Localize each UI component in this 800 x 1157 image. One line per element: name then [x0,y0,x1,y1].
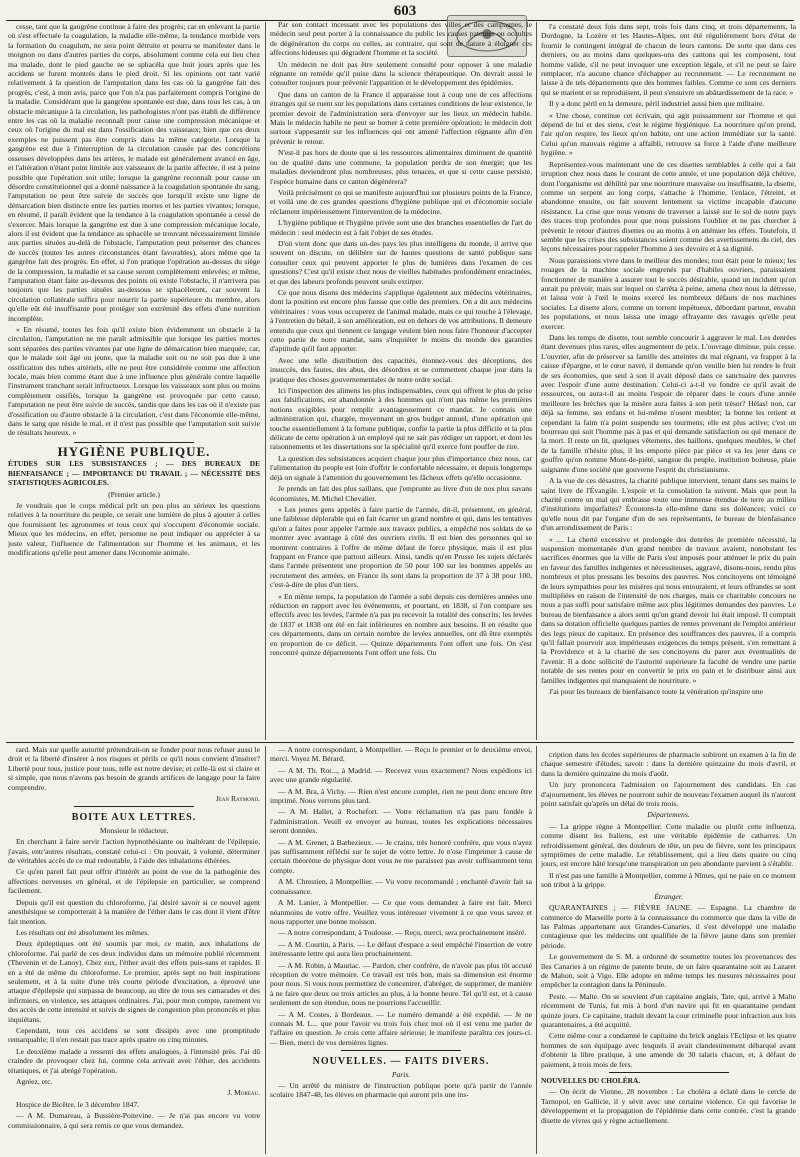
paragraph: A M. Chrestien, à Montpellier. — Vu votre recommandé ; enchanté d'avoir fait sa connaissance. [270,877,532,896]
column-6 [541,750,796,1155]
paragraph: Il y a donc péril en la demeure, péril industriel aussi bien que militaire. [549,99,765,109]
paragraph: Que dans un canton de la France il apparaisse tout à coup une de ces affections étranges qui se ruent sur les populations dans certaines conditions de leur existence, le premier devoir de l'administration sera d'envoyer sur les lieux un médecin habile. Mais le médecin habile ne peut se borner à cette première opération; le médecin doit surtout s'appesantir sur les influences qui ont amené l'affection régnante afin d'en prévenir le retour. [270,89,532,146]
paragraph: Le gouvernement de S. M. a ordonné de soumettre toutes les provenances des îles Canaries à un régime de patente brute, de un faire quarantaine soit au Lazaret de Mahon, soit à Vigo. Elle adopte en même temps les mesures nécessaires pour empêcher la contagion dans la Péninsule. [541,952,796,990]
paragraph: Ce que nous disons des médecins s'applique également aux médecins vétérinaires, dont la position est encore plus fausse que celle des premiers. On a dit aux médecins vétérinaires : vous vous occuperez de l'animal malade, mais ce qui touche à l'élevage, à l'entretien du bétail, à son amélioration, est en dehors de vos attributions. Il demeure entendu que ceux qui tiennent ce langage veulent bien nous faire l'honneur d'accepter cette partie de notre mandat, sans s'inquiéter le moins du monde des garanties d'aptitude qu'il faut apporter. [270,287,532,354]
paragraph: Cette même cour a condamné le capitaine du brick anglais l'Eclipse et les quatre hommes de son équipage avec lesquels il avait clandestinement débarqué avant d'obtenir la libre pratique, à une amende de 30 talaris chacun, et, à défaut de paiement, à trois mois de fers. [541,1031,796,1069]
paragraph: Ici l'inspection des alimens les plus indispensables, ceux qui offrent le plus de prise aux falsifications, est abandonnée à des hommes qui n'ont pas même les premières notions exigibles pour remplir avantageusement ce mandat. Je connais une administration qui, chargée, moyennant un gros budget annuel, d'une opération qui touche essentiellement à la fortune publique, confie la partie la plus difficile et la plus délicate de cette opération à un employé qui ne sait pas rédiger un rapport, et dont les raisonnements et les dissertations sur la spécialité qu'il exerce font pouffer de rire. [270,386,532,452]
paragraph: N'est-il pas hors de doute que si les ressources alimentaires diminuent de quantité ou de qualité dans une commune, la population perdra de son énergie; que les maladies deviendront plus nombreuses, plus tenaces, et que si cette cause persiste, l'espèce humaine dans ce canton dégénérera? [270,148,532,186]
divider [341,1050,461,1051]
paragraph: A M. Lanier, à Montpellier. — Ce que vous demandez à faire est fait. Merci néanmoins de votre offre. Veuillez vous intéresser vivement à ce que vous savez et nous rapporter une bonne moisson. [270,898,532,926]
paragraph: — A M. Bra, à Vichy. — Rien n'est encore complet, rien ne peut donc encore être imprimé. Nous verrons plus tard. [270,786,532,806]
subsection-label: Étranger. [654,891,683,901]
section-heading: BOITE AUX LETTRES. [71,812,197,824]
signature: Jean Raymond. [215,794,260,804]
article-label: (Premier article.) [108,489,160,499]
paragraph: — A M. Th. Rot..., à Madrid. — Recevez vous exactement? Nous expédions ici avec une grande régularité. [270,765,532,785]
paragraph: Peste. — Malte. On se souvient d'un capitaine anglais, Tate, qui, arrivé à Malte récemment de Tunis, fut mis à bord d'un navire qui fit en quarantaine pendant quinze jours. Ce capitaine, traduit devant la cour criminelle pour infraction aux lois quarantenaires, a été acquitté. [541,991,796,1029]
paragraph: Un médecin ne doit pas être seulement consulté pour opposer à une maladie régnante un remède qu'il puise dans la science thérapeutique. On devrait aussi le consulter toujours pour prévenir l'apparition et le développement des épidémies. [270,59,532,88]
paragraph: Deux épileptiques ont été soumis par moi, ce matin, aux inhalations de chloroforme. J'ai parlé de ces deux individus dans un mémoire publié récemment (Thevenin et de Lanoy). Chez eux, l'éther avait des effets puis-sans et rapides. Il en a été de même du chloroforme. Le premier, après sept ou huit inspirations seulement, et à la suite d'une très courte période d'excitation, a éprouvé une attaque d'épilepsie qui surpassa de beaucoup, au dire de tous ses camarades et des infirmiers, en violence, ses attaques ordinaires. J'ai, pour mon compte, rarement vu des accès de cette intensité et suivis de signes de congestion plus prononcés et plus inquiétans. [8,939,260,1024]
subsection-label: Paris. [391,1069,411,1079]
paragraph: Il n'est pas une famille à Montpellier, comme à Nîmes, qui ne paie en ce moment son tribut à la grippe. [541,870,796,890]
paragraph: « En même temps, la population de l'armée a subi depuis ces dernières années une réduction en rapport avec les événements, et pourtant, en 1838, si l'on compare ses effectifs avec les levées, l'armée n'a pas pu recevoir la totalité des conscrits; les levées de 1837 et 1838 ont été en fait inférieures en nombre aux besoins. Il en résulte que ces départements, dans un certain nombre de levées annuelles, ont dû être exemptés en proportion de ce déficit. — Quinze départements l'ont offert une fois. On s'est rencontré quinze départements l'ont offert une fois. Ou [270,591,532,657]
paragraph: L'hygiène publique et l'hygiène privée sont une des branches essentielles de l'art de médecin : seul médecin est à fait l'objet de ses études. [270,218,532,237]
paragraph: Depuis qu'il est question du chloroforme, j'ai désiré savoir si ce nouvel agent anesthésique se comporterait à la manière de l'éther dans le cas dont il vient d'être fait mention. [8,897,260,926]
paragraph: J'ai pour les bureaux de bienfaisance toute la vénération qu'inspire une [549,687,764,697]
column-5 [270,745,532,1155]
paragraph: QUARANTAINES ; — FIÈVRE JAUNE. — Espagne. La chambre de commerce de Marseille porte à la connaissance du commerce que dans la ville de las Palmas appartenant aux Grandes-Canaries, il s'est développé une maladie contagieuse que les médecins ont qualifiée de la fièvre jaune dans son premier période. [541,903,796,950]
paragraph: — A M. Grenet, à Barbezieux. — Je crains, très honoré confrère, que vous n'ayez pas suffisamment réfléchi sur le sujet de votre lettre. Je n'ose l'imprimer à cause de certain théorème de physique dont vous ne me paraissez pas avoir suffisamment tenu compte. [270,837,532,875]
paragraph: A la vue de ces désastres, la charité publique intervient, tenant dans ses mains le saint livre de l'Évangile. L'espoir et la consolation la suivent. Mais que peut la charité contre un mal qui embrasse toute une immense étendue de terre au milieu d'institutions imparfaites? Écoutons-la elle-même dans ses doléances; voici ce qu'elle nous dit par l'organe d'un de ses représentants, le bureau de bienfaisance d'un arrondissement de Paris : [541,476,796,533]
page-number: 603 [393,3,417,19]
article-subheading: ÉTUDES SUR LES SUBSISTANCES ; — DES BUREAUX DE BIENFAISANCE ; — IMPORTANCE DU TRAVAIL ; — NÉCESSITÉ DES STATISTIQUES AGRICOLES. [8,459,260,488]
paragraph: cription dans les écoles supérieures de pharmacie subiront un examen à la fin de chaque semestre d'études, savoir : dans la dernière quinzaine du mois d'avril, et dans la dernière quinzaine du mois d'août. [541,750,796,778]
paragraph: — On écrit de Vienne, 28 novembre : Le choléra a éclaté dans le cercle de Tarnopol, en Gallicie, il y sévit avec une certaine violence. Ce qui favorise le développement et la propagation de l'épidémie dans cette contrée, c'est la grande disette de vivres qui y règne actuellement. [541,1087,796,1125]
column-4 [8,745,260,1155]
column-2 [270,20,532,745]
divider [74,806,194,807]
divider [74,442,194,443]
paragraph: Nous paraissions vivre dans le meilleur des mondes; tout était pour le mieux; les rouages de la machine sociale engrenés par d'habiles ouvriers, paraissaient fonctionner de manière à assurer tout le succès désirable, quand un incident qu'on aurait pu prévoir, mais sur lequel on s'arrêta à peine, amena chez nous la détresse, et laissa voir à l'œil le moins exercé les nombreux défauts de nos machines sociales. La disette alors, comme un torrent impétueux, débordant partout, envahit les populations, et nous laissa une image effrayante des ravages qu'elle peut exercer. [541,255,796,331]
signature: J. Moreau. [227,1088,260,1098]
paragraph: Le deuxième malade a ressenti des effets analogues, à l'intensité près. J'ai dû craindre de provoquer chez lui, comme cela arrivait avec l'éther, des accidents tétaniques, et j'ai abrégé l'opération. [8,1046,260,1075]
paragraph: Avec une telle distribution des capacités, étonnez-vous des déceptions, des insuccès, des fautes, des abus, des désordres et se commettent chaque jour dans la pratique des choses gouvernementales de notre ordre social. [270,355,532,384]
paragraph: Voilà précisément ce qui se manifeste aujourd'hui sur plusieurs points de la France, et voilà une de ces grandes questions d'hygiène publique qui et d'économie sociale réclament impérieusement l'intervention de la médecine. [270,187,532,216]
paragraph: La question des subsistances acquiert chaque jour plus d'importance chez nous, car l'alimentation du peuple est loin d'offrir le confortable nécessaire, et depuis longtemps déjà on signale à l'attention du gouvernement les fâcheux effets qu'elle occasionne. [270,453,532,482]
paragraph: « .... La cherté excessive et prolongée des denrées de première nécessité, la suspension momentanée d'un grand nombre de travaux avaient, nonobstant les sacrifices énormes que la ville de Paris s'est imposés pour atténuer le prix du pain en faveur des familles indigentes et nécessiteuses, aggravé, disons-nous, rendu plus nombreux et plus pressans les besoins des pauvres. Nos concitoyens ont témoigné de leurs sympathies pour les misères qui nous entouraient, et leurs offrandes se sont multipliées en raison de l'intensité de nos charges, mais ce charitable concours ne nous a pas suffi pour satisfaire même aux plus légitimes demandes des pauvres. Le bureau de bienfaisance a alors senti qu'un grand devoir lui était imposé. Il comptait dans sa dotation officielle quelques parties de rentes provenant de l'emploi antérieur des legs pieux de capitaux. En présence des souffrances des pauvres, il a compris qu'il fallait pourvoir aux impérieuses exigences du temps présent, s'en remettant à la Providence et à la charité de ses concitoyens du parer aux éventualités de l'avenir. Il a donc sollicité de l'autorité supérieure la faculté de vendre une partie notable de ses rentes pour en convertir le prix en pain et le distribuer ainsi aux familles indigentes qui manquaient de nourriture. » [541,534,796,685]
paragraph: « En résumé, toutes les fois qu'il existe bien évidemment un obstacle à la circulation, l'amputation ne me paraît admissible que lorsque les parties mortes sont séparées des parties vivantes par une ligne de démarcation bien marquée; car, que le malade soit âgé ou jeune, que la maladie soit ou ne soit pas due à une ossification des tubes artériels, elle ne peut être considérée comme une affection locale, mais bien comme étant due à une influence plus générale contre laquelle l'instrument tranchant serait infructueux. Lorsque les vaisseaux sont plus ou moins complètement ossifiés, lorsque la gangrène est provoquée par cette cause, l'amputation ne peut être suivie de succès, tandis que dans les cas où il n'existe pas d'ossification ou d'autre obstacle à la circulation, c'est dans l'économie elle-même, dans le sang que réside le mal, et il n'est pas possible que l'amputation soit suivie de résultats heureux. » [8,325,260,438]
section-heading: HYGIÈNE PUBLIQUE. [57,443,211,459]
paragraph: Je voudrais que le corps médical prît un peu plus au sérieux les questions relatives à la nourriture du peuple, ce serait une lumière de plus à ajouter à celles que fournissent les agronomes et tous ceux qui s'occupent d'économie sociale. Mieux que les médecins, en effet, personne ne peut indiquer ou apprécier à sa juste valeur, l'influence de l'alimentation sur l'homme et les animaux, et les modifications qu'elle peut amener dans l'économie animale. [8,500,260,557]
column-divider [265,22,266,740]
closing: Agréez, etc. [16,1077,53,1086]
column-divider [536,22,537,740]
paragraph: — La grippe règne à Montpellier. Cette maladie ou plutôt cette influenza, comme disent les Italiens, est une véritable épidémie de catharres. Un refroidissement général, des douleurs de tête, un peu de fièvre, sont les principaux symptômes de cette maladie. Le rétablissement, qui a lieu dans quatre ou cinq jours, est encore hâté lorsqu'une transpiration un peu abondante parvient à s'établir. [541,821,796,869]
paragraph: — A M. Robin, à Mauriac. — Pardon, cher confrère, de n'avoir pas plus tôt accusé réception de votre mémoire. Ce travail est très bon, mais sa dimension est énorme pour nous. Si vous nous permettiez de concentrer, d'abréger, de supprimer, de manière à ne faire que deux ou trois articles au plus, à la bonne heure. Tel qu'il est, et à cause seulement de son étendue, nous ne pourrions l'accueillir. [270,960,532,1008]
paragraph: Ce qu'en pareil fait peut offrir d'intérêt au point de vue de la pathogénie des affections nerveuses en général, et de l'épilepsie en particulier, se comprend facilement. [8,867,260,896]
subsection-label: Départemens. [647,810,690,820]
divider [609,1072,729,1073]
column-1 [8,22,260,722]
paragraph: cesse, tant que la gangrène continue à faire des progrès; car en enlevant la partie où s'est effectuée la coagulation, la maladie elle-même, la tendance morbide vers la formation du coagulum, ne sera point détruite et pourra se manifester dans le moignon ou dans d'autres parties du corps, absolument comme cela eut lieu chez ma malade, dont le pied gauche ne se sphacéla que huit jours après que les accidens se furent montrés dans le pied droit. Si les opinions ont tant varié relativement à la question de l'amputation dans les cas où la gangrène fait des progrès, c'est, à mon avis, parce que l'on n'a pas parfaitement compris l'origine de la maladie. Considérant que la gangrène spontanée est due, dans tous les cas, à un obstacle mécanique à la circulation, les pathologistes n'ont pas établi de différence entre les cas où la maladie reconnaît pour cause une compression mécanique et ceux où l'origine du mal est dans l'ossification des vaisseaux; bien que ces deux exemples ne puissent pas être compris dans la même catégorie. Lorsque la gangrène est due à l'interruption de la circulation causée par des concrétions osseuses développées dans les artères, le malade est généralement avancé en âge, et l'altération n'étant point limitée aux vaisseaux de la partie affectée, il est à peine possible que l'opération soit utile; lorsque la gangrène reconnaît pour cause un désordre constitutionnel qui a donné naissance à la coagulation spontanée du sang, l'amputation ne peut être suivie de succès que lorsqu'il existe une ligne de démarcation bien distincte entre les parties mortes et les parties vivantes; lorsque, en résumé, il paraît évident que la tendance à la coagulation spontanée a cessé de s'exercer. Mais lorsque la gangrène est due à une compression mécanique locale, alors il est évident que la tendance au sphacèle se trouvant nécessairement limitée aux parties situées au-delà de l'obstacle, l'amputation peut présenter des chances de succès (toutes les autres circonstances étant favorables), alors même que la gangrène fait des progrès. En effet, si l'on pratique l'opération au-dessus du siège de la compression, la maladie et sa cause seront complètement enlevées; et même, l'amputation étant faite au-dessous des points où existe l'obstacle, il n'arrivera pas toujours que les parties situées au-dessous se sphacèleront, car souvent la circulation collatérale suffira pour nourrir la partie supérieure du membre, alors qu'elle eût été insuffisante pour protéger son extrémité des effets d'une nutrition incomplète. [8,22,260,323]
paragraph: Dans les temps de disette, tout semble concourir à aggraver le mal. Les denrées étant devenues plus rares, elles augmentent de prix. L'ouvrage diminue, puis cesse. L'ouvrier, afin de préserver sa famille des atteintes du mal régnant, va frapper à la caisse d'épargne, et le cœur navré, il demande qu'on veuille bien lui rendre le fruit de ses économies, que seul à son il avait déposé dans ce sanctuaire des pauvres avec l'espoir d'une autre destination. Celui-ci a-t-il vu fondre ce qu'il avait de ressources, ou aura-t-il au moins l'espoir de réparer dans le cours d'une année meilleure les brèches que la misère aura faites à son petit trésor? Hélas! non, car déjà sa femme, ses enfans et lui-même n'osent meubler; la bonne les retient et cependant la faim n'a point suspendu ses tourmens; elle est plus active; c'est un bourreau qui suit l'homme pas à pas et qui demande satisfaction ou qui menace de la mort. Il reste un lit, quelques vêtemens, des haillons, quelques meubles, le chef de la famille n'hésite plus, il les emporte pièce par pièce et va les jeter dans ce gouffre qu'on nomme Mont-de-piété, sangsue du peuple, institution boiteuse, plaie saignante d'une société que gouverne l'esprit du christianisme. [541,333,796,474]
column-divider [536,746,537,1154]
salutation: Monsieur le rédacteur, [99,825,169,835]
column-3 [541,22,796,767]
paragraph: — A notre correspondant, à Toulouse. — Reçu, merci, sera prochainement inséré. [278,928,527,938]
column-divider [265,746,266,1154]
paragraph: Les résultats ont été absolument les mêmes. [16,927,150,937]
paragraph: l'a constaté deux fois dans sept, trois fois dans cinq, et trois départements, la Dordogne, la Lozère et les Hautes-Alpes, ont été régulièrement hors d'état de fournir le contingent intégral de chacun de leurs cantons. De sorte que dans ces derniers, ou au moins dans quelques-uns des cantons qui les composent, tout homme valide, s'il ne peut invoquer une exception légale, et s'il ne peut se faire remplacer, n'a aucune chance d'échapper au recrutement. — Le recrutement ne laisse à de tels départements que des hommes faibles. Comme ce sont ces derniers qui se marient et se reproduisent, il peut s'ensuivre un abâtardissement de la race. » [541,22,796,97]
paragraph: Cependant, tous ces accidens se sont dissipés avec une promptitude remarquable; il n'en restait pas trace après quatre ou cinq minutes. [8,1025,260,1045]
paragraph: Je prends un fait des plus saillans, que j'emprunte au livre d'un de nos plus savans économistes, M. Michel Chevalier. [270,484,532,503]
paragraph: D'où vient donc que dans un-des pays les plus intelligens du monde, il arrive que souvent on discute, on délibère sur de hautes questions de santé publique sans consulter ceux qui peuvent apporter le plus de lumières dans l'examen de ces questions? C'est qu'il existe chez nous de vieilles habitudes profondément enracinées, et que des labeurs profonds peuvent seuls extirper. [270,238,532,286]
paragraph: — A M. Hallet, à Rochefort. — Votre réclamation n'a pas paru fondée à l'administration. Veuill ez envoyer au bureau, toutes les explications nécessaires seront données. [270,807,532,836]
section-heading: NOUVELLES. — FAITS DIVERS. [312,1056,490,1068]
paragraph: rard. Mais sur quelle autorité prétendrait-on se fonder pour nous refuser aussi le droit et la liberté d'insérer à nos risques et périls ce qu'il nous convient d'insérer? Liberté pour tous, justice pour tous, telle est notre devise; et celle-là est si claire et si simple, que nous n'avons pas besoin de grands artifices de langage pour la faire comprendre. [8,745,260,792]
paragraph: — Un arrêté du ministre de l'instruction publique porte qu'à partir de l'année scolaire 1847-48, les élèves en pharmacie qui auront pris une ins- [270,1081,532,1100]
paragraph: Un jury prononcera l'admission ou l'ajournement des candidats. En cas d'ajournement, les élèves ne pourront subir de nouveau l'examen auquel ils n'auront point satisfait qu'après un délai de trois mois. [541,780,796,809]
paragraph: — A M. Courtin, à Paris. — Le défaut d'espace a seul empêché l'insertion de votre intéressante lettre qui aura lieu prochainement. [270,939,532,959]
paragraph: « Une chose, continue cet écrivain, qui agit puissamment sur l'homme et qui dépend de lui et des siens, c'est le régime hygiénique. La nourriture qu'on prend, l'air qu'on respire, les lieux qu'on habite, ont une action immédiate sur la santé. Celui qu'un mauvais régime a affaibli, retrouve sa force à l'aide d'une meilleure hygiène. » [541,110,796,158]
paragraph: — A M. Costes, à Bordeaux. — Le numéro demandé a été expédié. — Je ne connais M. L... que pour l'avoir vu trois fois chez moi où il est venu me parler de l'affaire en question. Je crois cette affaire sérieuse; le manifeste paraîtra ces jours-ci. — Bien, merci de vos dernières lignes. [270,1009,532,1047]
place-date: Hospice de Bicêtre, le 3 décembre 1847. [16,1099,140,1109]
paragraph: — A M. Dumareau, à Bussière-Poitevine. — Je n'ai pas encore vu votre commissionnaire, à qui sera remis ce que vous demandez. [8,1111,260,1130]
paragraph: Par son contact incessant avec les populations des villes et des campagnes, le médecin seul peut porter à la connaissance du public les causes patentes ou occultes de dégénération du corps ou celles, au contraire, qui sont de nature à éloigner ces affections hideuses qui dégradent l'homme et la société. [270,20,532,58]
paragraph: En cherchant à faire servir l'action hypnothésiante ou inaltérant de l'épilepsie, j'avais, entr'autres résultats, constaté celui-ci : On pouvait, à volonté, déterminer de véritables accès de ce mal redoutable, à l'aide des inhalations éthérées. [8,837,260,866]
paragraph: Représentez-vous maintenant une de ces disettes semblables à celle qui a fait irruption chez nous dans le courant de cette année, et une population déjà chétive, dont l'organisme est débilité par une nourriture mauvaise ou insuffisante, la disette, comme un serpent au long corps, s'attache à l'homme, l'enlace, l'étreint, et abandonne ensuite, ou fait souvent lentement sa victime incapable d'aucune résistance. La crise que nous venons de traverser a laissé sur le sol de notre pays des traces trop profondes pour que nous puissions l'oublier et ne pas chercher à prévenir le retour d'autres disettes ou au moins à en atténuer les effets. Toutefois, il semble que les crises des subsistances soient comme des avertissemens du ciel, des leçons nécessaires pour rappeler l'homme à ses devoirs et à sa dignité. [541,159,796,254]
paragraph: — A notre correspondant, à Montpellier. — Reçu le premier et le deuxième envoi, merci. Voyez M. Bérard. [270,745,532,764]
paragraph: « Les jeunes gens appelés à faire partie de l'armée, dit-il, présentent, en général, une faiblesse déplorable qui en fait écarter un grand nombre et qui, dans les tentatives qu'on a faites pour appeler l'armée aux travaux publics, a empêché nos soldats de se montrer avec avantage à côté des ouvriers civils. Il est bien des personnes qui se montrent contraires à l'offre de même défaut de force physique, mais il est plus frappant en France que partout ailleurs. Ainsi, tandis qu'en Prusse les sujets déclarés dans l'armée présentent une proportion de 50 pour 100 sur les hommes appelés au recrutement des armées, en France ils sont dans la proportion de 37 à 38 pour 100, c'est-à-dire de plus d'un tiers. [270,504,532,590]
section-heading: NOUVELLES DU CHOLÉRA. [541,1076,641,1085]
